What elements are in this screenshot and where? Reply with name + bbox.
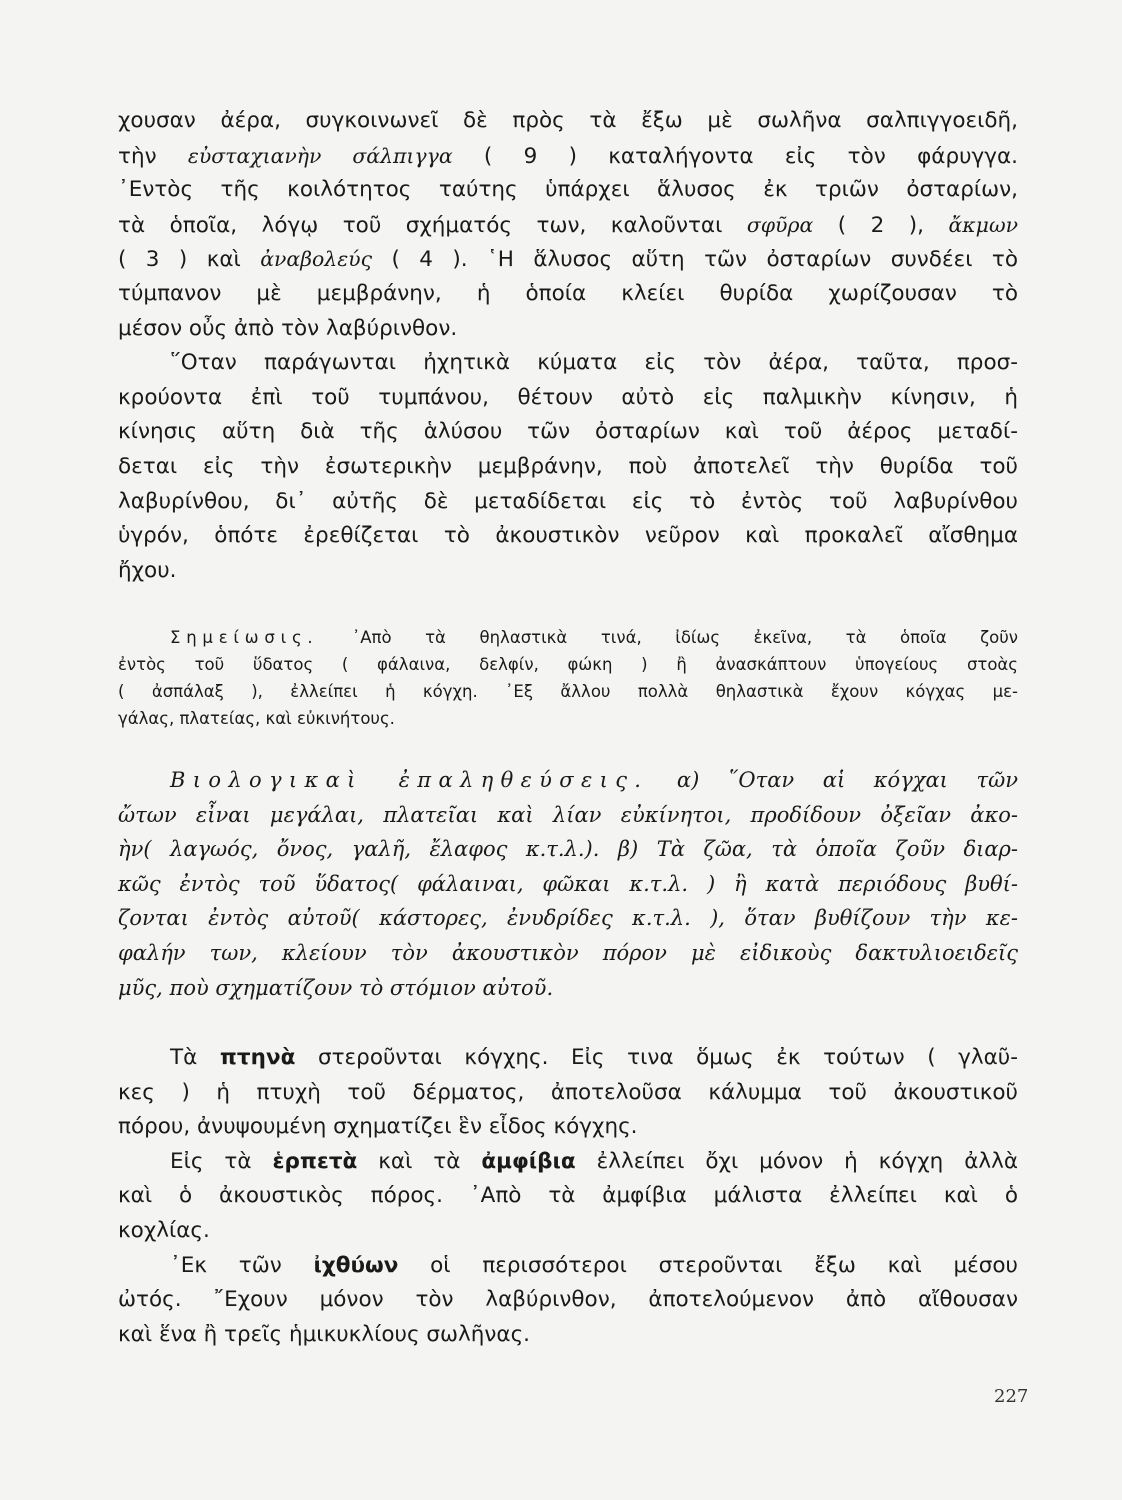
text-line: [118, 1283, 1018, 1318]
text-line: [118, 678, 1018, 705]
text-line: [118, 1110, 1018, 1145]
text-line: [118, 798, 1018, 833]
text-line: [118, 519, 1018, 554]
text-line: [118, 936, 1018, 971]
text-segment: λαβυρίνθου, δι᾿ αὐτῆς δὲ μεταδίδεται εἰς τὸ ἐντὸς τοῦ λαβυρίνθου: [118, 488, 1018, 514]
text-segment: ( 3 ) καὶ: [118, 247, 261, 273]
text-line: [118, 624, 1018, 651]
text-segment: μέσον οὖς ἀπὸ τὸν λαβύρινθον.: [118, 315, 458, 341]
text-line: [118, 832, 1018, 867]
text-segment: ζονται ἐντὸς αὐτοῦ( κάστορες, ἐνυδρίδες κ.τ.λ. ), ὅταν βυθίζουν τὴν κε-: [118, 906, 1018, 931]
text-segment: ὑγρόν, ὁπότε ἐρεθίζεται τὸ ἀκουστικὸν νεῦρον καὶ προκαλεῖ αἴσθημα: [118, 523, 1018, 549]
text-line: [118, 705, 1018, 732]
text-segment: καὶ ὁ ἀκουστικὸς πόρος. ᾿Απὸ τὰ ἀμφίβια μάλιστα ἐλλείπει καὶ ὁ: [118, 1183, 1018, 1209]
bold-term: ἑρπετὰ: [272, 1148, 358, 1174]
text-line: [118, 1076, 1018, 1111]
text-block: [118, 104, 1018, 588]
text-segment: α) ῞Οταν αἱ κόγχαι τῶν: [648, 768, 1018, 792]
text-line: [118, 1145, 1018, 1180]
text-line: [118, 104, 1018, 139]
text-segment: κίνησις αὕτη διὰ τῆς ἁλύσου τῶν ὀσταρίων καὶ τοῦ ἀέρος μεταδί-: [118, 419, 1018, 445]
text-segment: ( ἀσπάλαξ ), ἐλλείπει ἡ κόγχη. ᾿Εξ ἄλλου πολλὰ θηλαστικὰ ἔχουν κόγχας με-: [118, 682, 1018, 701]
text-segment: τύμπανον μὲ μεμβράνην, ἡ ὁποία κλείει θυρίδα χωρίζουσαν τὸ: [118, 280, 1018, 306]
text-segment: τὰ ὁποῖα, λόγῳ τοῦ σχήματός των, καλοῦνται: [118, 212, 747, 238]
text-line: [118, 242, 1018, 277]
text-segment: γάλας, πλατείας, καὶ εὐκινήτους.: [118, 709, 395, 728]
text-line: [118, 173, 1018, 208]
text-segment: ᾿Εκ τῶν: [170, 1252, 314, 1278]
text-line: [118, 450, 1018, 485]
text-line: [118, 208, 1018, 243]
text-segment: κρούοντα ἐπὶ τοῦ τυμπάνου, θέτουν αὐτὸ εἰς παλμικὴν κίνησιν, ἡ: [118, 384, 1018, 410]
text-segment: μῦς, ποὺ σχηματίζουν τὸ στόμιον αὐτοῦ.: [118, 975, 554, 1000]
page-number: 227: [994, 1386, 1029, 1407]
bold-term: ἀμφίβια: [481, 1148, 576, 1174]
text-line: [118, 381, 1018, 416]
text-segment: στεροῦνται κόγχης. Εἰς τινα ὅμως ἐκ τούτων ( γλαῦ-: [295, 1045, 1019, 1070]
italic-term: ἄκμων: [948, 212, 1018, 237]
text-segment: καὶ τὰ: [357, 1148, 482, 1174]
text-line: [118, 971, 1018, 1006]
text-segment: καὶ ἕνα ἢ τρεῖς ἡμικυκλίους σωλῆνας.: [118, 1321, 531, 1347]
text-segment: κῶς ἐντὸς τοῦ ὕδατος( φάλαιναι, φῶκαι κ.τ.λ. ) ἢ κατὰ περιόδους βυθί-: [118, 871, 1018, 896]
text-line: [118, 1249, 1018, 1284]
text-line: [118, 346, 1018, 381]
text-segment: ἐντὸς τοῦ ὕδατος ( φάλαινα, δελφίν, φώκη ) ἢ ἀνασκάπτουν ὑπογείους στοὰς: [118, 655, 1018, 674]
text-line: [118, 651, 1018, 678]
text-segment: τὴν: [118, 143, 188, 169]
text-segment: Τὰ: [170, 1045, 220, 1070]
text-line: [118, 867, 1018, 902]
text-segment: ᾿Απὸ τὰ θηλαστικὰ τινά, ἰδίως ἐκεῖνα, τὰ ὁποῖα ζοῦν: [318, 628, 1018, 647]
text-line: [118, 312, 1018, 347]
text-segment: ( 2 ),: [813, 212, 949, 238]
text-segment: φαλήν των, κλείουν τὸν ἀκουστικὸν πόρον μὲ εἰδικοὺς δακτυλιοειδεῖς: [118, 940, 1018, 965]
text-line: [118, 139, 1018, 174]
bold-term: ἰχθύων: [313, 1252, 399, 1278]
text-segment: ( 9 ) καταλήγοντα εἰς τὸν φάρυγγα.: [452, 143, 1018, 169]
text-segment: Εἰς τὰ: [170, 1148, 273, 1174]
text-line: [118, 277, 1018, 312]
text-segment: Σημείωσις.: [170, 628, 319, 647]
text-segment: ( 4 ). ῾Η ἅλυσος αὕτη τῶν ὀσταρίων συνδέει τὸ: [372, 247, 1018, 273]
text-segment: κοχλίας.: [118, 1217, 210, 1243]
italic-term: σφῦρα: [746, 212, 814, 237]
italic-term: εὐσταχιανὴν σάλπιγγα: [187, 143, 453, 168]
text-segment: ὴν( λαγωός, ὄνος, γαλῆ, ἔλαφος κ.τ.λ.). β) Τὰ ζῶα, τὰ ὁποῖα ζοῦν διαρ-: [118, 837, 1018, 862]
text-segment: ἐλλείπει ὄχι μόνον ἡ κόγχη ἀλλὰ: [575, 1148, 1019, 1174]
biological-verifications-block: [118, 763, 1018, 1005]
text-block: [118, 1041, 1018, 1352]
text-segment: ᾿Εντὸς τῆς κοιλότητος ταύτης ὑπάρχει ἅλυσος ἐκ τριῶν ὀσταρίων,: [118, 177, 1018, 203]
text-line: [118, 901, 1018, 936]
text-line: [118, 1318, 1018, 1353]
text-line: [118, 763, 1018, 798]
text-line: [118, 1041, 1018, 1076]
text-segment: ὠτός. ῎Εχουν μόνον τὸν λαβύρινθον, ἀποτελούμενον ἀπὸ αἴθουσαν: [118, 1287, 1018, 1313]
text-line: [118, 415, 1018, 450]
text-segment: χουσαν ἀέρα, συγκοινωνεῖ δὲ πρὸς τὰ ἔξω μὲ σωλῆνα σαλπιγγοειδῆ,: [118, 108, 1018, 133]
text-line: [118, 1179, 1018, 1214]
text-segment: κες ) ἡ πτυχὴ τοῦ δέρματος, ἀποτελοῦσα κάλυμμα τοῦ ἀκουστικοῦ: [118, 1079, 1018, 1105]
text-segment: οἱ περισσότεροι στεροῦνται ἔξω καὶ μέσου: [398, 1252, 1019, 1278]
italic-term: ἀναβολεύς: [260, 247, 373, 272]
note-block: [118, 624, 1018, 732]
text-line: [118, 1214, 1018, 1249]
text-segment: πόρου, ἀνυψουμένη σχηματίζει ἓν εἶδος κόγχης.: [118, 1114, 638, 1140]
text-segment: δεται εἰς τὴν ἐσωτερικὴν μεμβράνην, ποὺ ἀποτελεῖ τὴν θυρίδα τοῦ: [118, 453, 1018, 479]
text-segment: ἤχου.: [118, 557, 177, 583]
text-segment: ῞Οταν παράγωνται ἠχητικὰ κύματα εἰς τὸν ἀέρα, ταῦτα, προσ-: [170, 350, 1018, 376]
text-line: [118, 485, 1018, 520]
text-segment: ὤτων εἶναι μεγάλαι, πλατεῖαι καὶ λίαν εὐκίνητοι, προδίδουν ὀξεῖαν ἀκο-: [118, 802, 1018, 827]
bold-term: πτηνὰ: [219, 1045, 296, 1070]
text-segment: Βιολογικαὶ ἐπαληθεύσεις.: [170, 768, 649, 792]
text-line: [118, 554, 1018, 589]
